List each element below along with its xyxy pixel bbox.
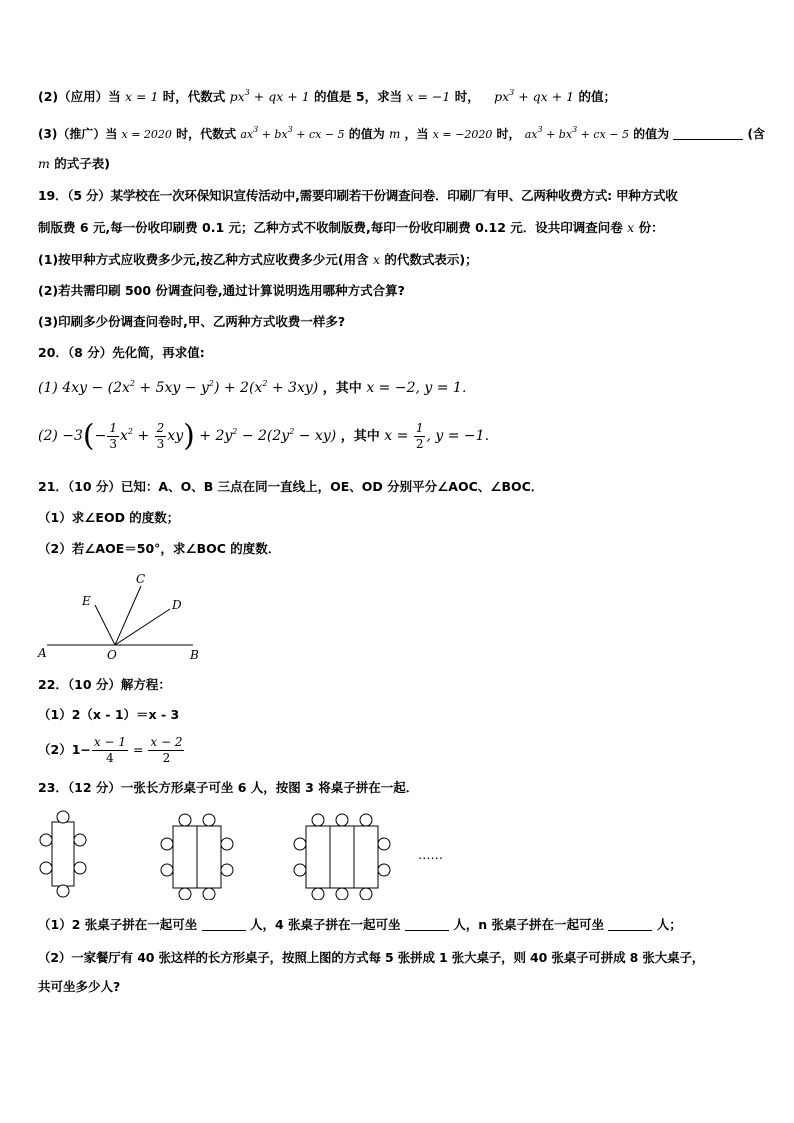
- seat: [161, 838, 173, 850]
- q18-p3-line2: 的式子表): [54, 156, 110, 171]
- label-b: B: [190, 648, 199, 662]
- q18-p2-text-d: 时，: [454, 89, 480, 104]
- seat: [360, 814, 372, 826]
- q18-p3-text-a: (3)（推广）当: [38, 127, 118, 141]
- table: [173, 826, 197, 888]
- q21-sub1: （1）求∠EOD 的度数；: [38, 510, 180, 525]
- q21-line1: 21．（10 分）已知：A、O、B 三点在同一直线上，OE、OD 分别平分∠AOC、∠BOC．: [38, 479, 544, 494]
- q18-part3: [38, 125, 765, 144]
- q19-line2-text: 制版费 6 元,每一份收印刷费 0.1 元；乙种方式不收制版费,每印一份收印刷费 0.12 元．设共印调查问卷: [38, 220, 623, 235]
- q22-eq2: （2）1− $\frac{x - 1}{4}$ = $\frac{x - 2}{2}$: [38, 735, 183, 765]
- seat: [294, 838, 306, 850]
- q18-p3-text-c: 的值为: [348, 127, 385, 141]
- q18-p2-expr: $px^3$ + qx + 1: [229, 88, 310, 104]
- q23-title: 23．（12 分）一张长方形桌子可坐 6 人，按图 3 将桌子拼在一起．: [38, 780, 419, 795]
- seat: [294, 864, 306, 876]
- seat: [221, 838, 233, 850]
- seat: [336, 814, 348, 826]
- q20-frac-1-2: $\frac{1}{2}$: [415, 421, 424, 451]
- table: [197, 826, 221, 888]
- seat: [57, 811, 69, 823]
- seat: [312, 888, 324, 900]
- q22-eq2-lead: （2）1−: [38, 742, 91, 757]
- q23-ellipsis: ……: [418, 847, 443, 862]
- q19-var-x: x: [627, 220, 635, 235]
- q18-p2-text-a: (2)（应用）当: [38, 89, 121, 104]
- seat: [378, 838, 390, 850]
- q18-p2-text-c: 的值是 5，求当: [314, 89, 403, 104]
- table-group-2: [161, 814, 233, 900]
- q18-p2-expr2: $px^3$ + qx + 1: [494, 88, 575, 104]
- q22-eq1: （1）2（x - 1）＝x - 3: [38, 707, 180, 722]
- seat: [203, 888, 215, 900]
- q20-frac-2-3: $\frac{2}{3}$: [156, 421, 165, 451]
- q23-blank-2-tables[interactable]: [202, 918, 246, 931]
- q23-sub1: [38, 916, 682, 934]
- q18-p3-m-2: m: [38, 156, 50, 171]
- q23-table-figures: [30, 810, 470, 900]
- label-o: O: [107, 648, 117, 662]
- q20-expr2: (2) −3(− $\frac{1}{3}$ $x^2$ + $\frac{2}{3}$ $xy) + 2y^2 - 2(2y^2 - xy)$ ，其中 x = $\frac{1}{2}$ , y = −1．: [38, 418, 499, 454]
- q18-p2-text-e: 的值；: [578, 89, 616, 104]
- seat: [161, 864, 173, 876]
- q23-sub1-text-d: 人；: [656, 917, 682, 932]
- q19-sub3: (3)印刷多少份调查问卷时,甲、乙两种方式收费一样多?: [38, 314, 346, 329]
- q20-frac-1-3: $\frac{1}{3}$: [109, 421, 118, 451]
- q18-p3-text-e: 时，: [496, 127, 521, 141]
- table: [354, 826, 378, 888]
- q19-sub1: [38, 251, 478, 269]
- table: [306, 826, 330, 888]
- q20-e1-cond: ，其中: [322, 381, 362, 396]
- label-e: E: [82, 594, 91, 608]
- seat: [74, 862, 86, 874]
- q19-sub1-tail: 的代数式表示)；: [384, 252, 478, 267]
- seat: [360, 888, 372, 900]
- table: [52, 822, 74, 886]
- q21-sub2: （2）若∠AOE＝50°，求∠BOC 的度数．: [38, 541, 281, 556]
- q20-e2-cond: ，其中: [340, 429, 380, 444]
- q18-p3-x2: x = −2020: [432, 128, 493, 141]
- q18-part2: [38, 88, 616, 106]
- q20-e1-math: (1) $4xy - (2x^2 + 5xy - y^2) + 2(x^2 + 3xy)$: [38, 379, 319, 396]
- q18-p2-x1: x = 1: [124, 89, 159, 104]
- q18-p3-text-g: (含: [747, 127, 766, 141]
- label-a: A: [38, 646, 47, 660]
- q23-sub1-text-a: （1）2 张桌子拼在一起可坐: [38, 917, 198, 932]
- q18-p3-text-f: 的值为: [633, 127, 670, 141]
- q21-angle-figure: [30, 565, 220, 665]
- q23-sub2-line2: 共可坐多少人?: [38, 979, 121, 994]
- q19-line1: 19．（5 分）某学校在一次环保知识宣传活动中,需要印刷若干份调查问卷．印刷厂有甲、乙两种收费方式: 甲种方式收: [38, 188, 678, 203]
- seat: [74, 834, 86, 846]
- ray-oe: [95, 605, 115, 645]
- q18-p3-x1: x = 2020: [121, 128, 172, 141]
- q22-frac-right: $\frac{x - 2}{2}$: [150, 735, 183, 765]
- q20-e1-values: x = −2, y = 1．: [366, 380, 476, 396]
- q22-title: 22．（10 分）解方程：: [38, 677, 171, 692]
- q19-sub1-var: x: [372, 252, 381, 267]
- q18-p3-expr2: $ax^3 + bx^3$ + cx − 5: [524, 125, 629, 141]
- q18-p3-m: m: [388, 127, 401, 141]
- q18-part3-line2: [38, 155, 110, 173]
- q19-line2-tail: 份：: [638, 220, 664, 235]
- seat: [336, 888, 348, 900]
- seat: [40, 834, 52, 846]
- table-group-1: [40, 811, 86, 897]
- q18-p3-answer-blank[interactable]: [673, 127, 743, 140]
- q20-e2-lead: (2) −3: [38, 428, 83, 444]
- seat: [179, 888, 191, 900]
- q18-p2-text-b: 时，代数式: [162, 89, 226, 104]
- seat: [312, 814, 324, 826]
- seat: [221, 864, 233, 876]
- seat: [57, 885, 69, 897]
- q18-p3-text-b: 时，代数式: [176, 127, 237, 141]
- table-group-3: [294, 814, 390, 900]
- q20-expr1: [38, 379, 476, 398]
- q23-blank-n-tables[interactable]: [608, 918, 652, 931]
- q20-title: 20．（8 分）先化简，再求值:: [38, 345, 205, 360]
- q18-p3-expr: $ax^3 + bx^3$ + cx − 5: [240, 125, 345, 141]
- q18-p2-x2: x = −1: [406, 89, 451, 104]
- label-d: D: [172, 598, 182, 612]
- seat: [203, 814, 215, 826]
- q19-sub2: (2)若共需印刷 500 份调查问卷,通过计算说明选用哪种方式合算?: [38, 283, 405, 298]
- q19-line2: [38, 219, 664, 237]
- q20-e2-minus: −: [94, 428, 107, 444]
- label-c: C: [136, 572, 146, 586]
- seat: [378, 864, 390, 876]
- q22-frac-left: $\frac{x - 1}{4}$: [93, 735, 126, 765]
- q23-sub1-text-c: 人，n 张桌子拼在一起可坐: [453, 917, 605, 932]
- q23-sub1-text-b: 人，4 张桌子拼在一起可坐: [249, 917, 401, 932]
- q23-blank-4-tables[interactable]: [405, 918, 449, 931]
- q23-sub2-line1: （2）一家餐厅有 40 张这样的长方形桌子，按照上图的方式每 5 张拼成 1 张大桌子，则 40 张桌子可拼成 8 张大桌子，: [38, 950, 705, 965]
- q19-sub1-text: (1)按甲种方式应收费多少元,按乙种方式应收费多少元(用含: [38, 252, 369, 267]
- seat: [40, 862, 52, 874]
- seat: [179, 814, 191, 826]
- q18-p3-text-d: ，当: [404, 127, 429, 141]
- table: [330, 826, 354, 888]
